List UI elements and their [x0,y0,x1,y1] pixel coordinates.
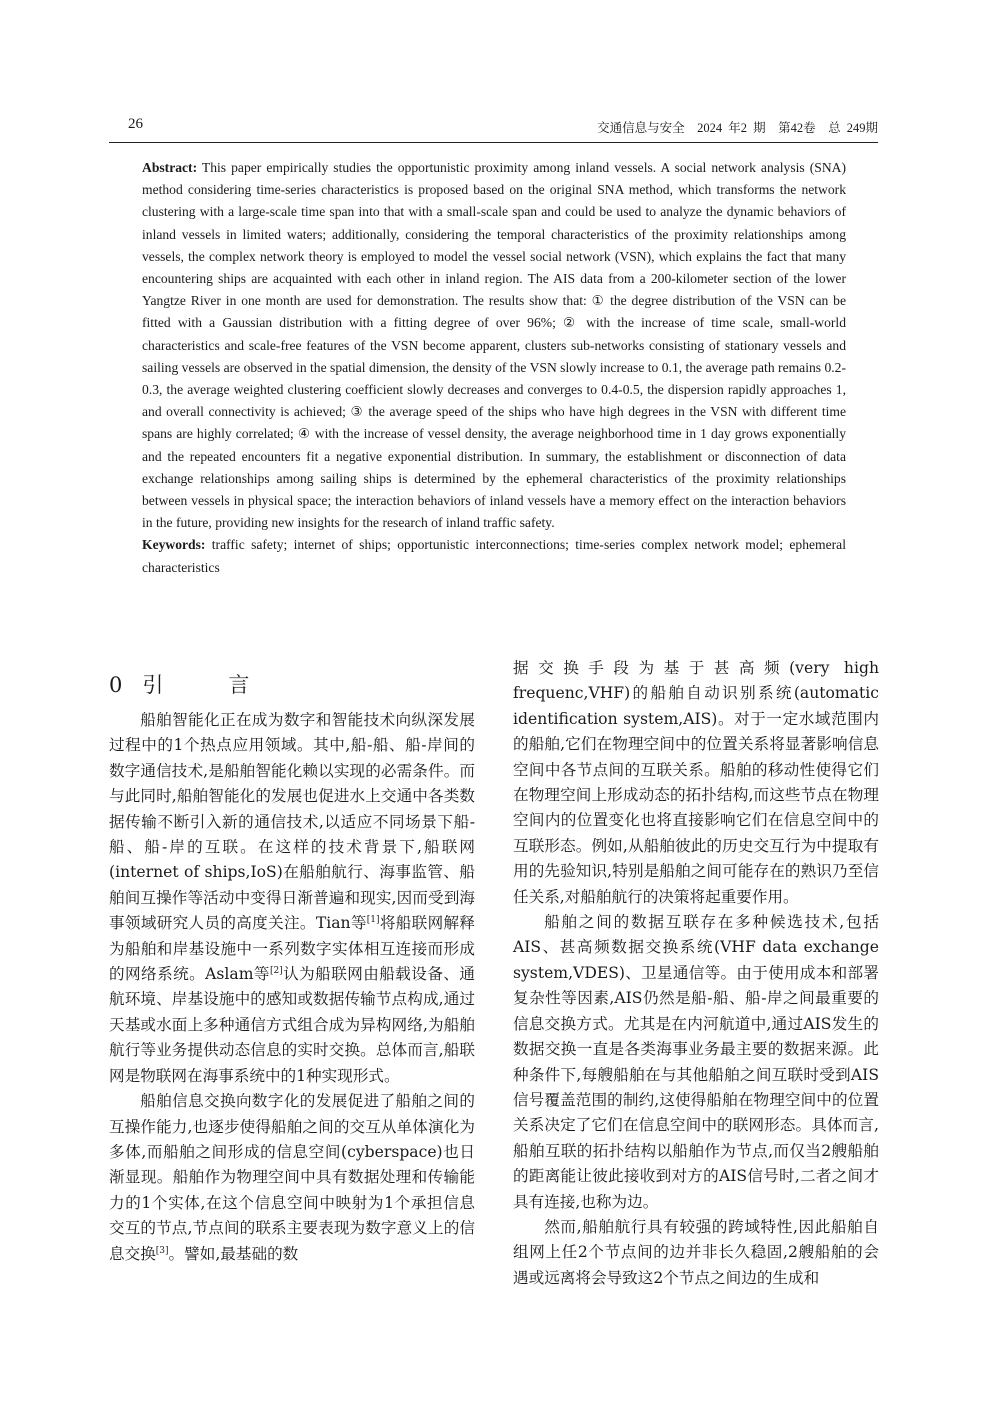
running-header [109,114,878,143]
body-paragraph: 据交换手段为基于甚高频(very high frequenc,VHF)的船舶自动识别系统(automatic identification system,AIS)。对于一定水域范围内的船舶,它们在物理空间中的位置关系将显著影响信息空间中各节点间的互联关系。船舶的移动性使得它们在物理空间上形成动态的拓扑结构,而这些节点在物理空间内的位置变化也将直接影响它们在信息空间中的互联形态。例如,从船舶彼此的历史交互行为中提取有用的先验知识,特别是船舶之间可能存在的熟识乃至信任关系,对船舶航行的决策将起重要作用。 [513,659,879,906]
abstract-block [142,157,846,579]
section-number: 0 [109,673,125,697]
paragraph-text: 认为船联网由船载设备、通航环境、岸基设施中的感知或数据传输节点构成,通过天基或水面上多种通信方式组合成为异构网络,为船舶航行等业务提供动态信息的实时交换。总体而言,船联网是物联网在海事系统中的1种实现形式。 [109,965,475,1085]
keywords-text: traffic safety; internet of ships; opportunistic interconnections; time-series complex network model; ephemeral characteristics [142,537,846,575]
left-column [109,708,475,1267]
paragraph-text: 。譬如,最基础的数 [168,1244,299,1263]
abstract-label: Abstract: [142,160,198,175]
citation-ref: [1] [366,915,380,926]
paragraph-text: 船舶信息交换向数字化的发展促进了船舶之间的互操作能力,也逐步使得船舶之间的交互从单体演化为多体,而船舶之间形成的信息空间(cyberspace)也日渐显现。船舶作为物理空间中具有数据处理和传输能力的1个实体,在这个信息空间中映射为1个承担信息交互的节点,节点间的联系主要表现为数字意义上的信息交换 [109,1092,475,1263]
citation-ref: [2] [269,965,283,976]
keywords-label: Keywords: [142,537,206,553]
paragraph-text: 船舶智能化正在成为数字和智能技术向纵深发展过程中的1个热点应用领域。其中,船-船、船-岸间的数字通信技术,是船舶智能化赖以实现的必需条件。而与此同时,船舶智能化的发展也促进水上交通中各类数据传输不断引入新的通信技术,以适应不同场景下船-船、船-岸的互联。在这样的技术背景下,船联网(internet of ships,IoS)在船舶航行、海事监管、船舶间互操作等活动中变得日渐普遍和现实,因而受到海事领域研究人员的高度关注。Tian等 [109,711,475,933]
abstract-text: This paper empirically studies the opportunistic proximity among inland vessels. A social network analysis (SNA) method considering time-series characteristics is proposed based on the original SNA method, which transforms the network clustering with a large-scale time span into that with a small-scale span and could be used to analyze the dynamic behaviors of inland vessels in limited waters; additionally, considering the temporal characteristics of the proximity relationships among vessels, the complex network theory is employed to model the vessel social network (VSN), which explains the fact that many encountering ships are acquainted with each other in inland region. The AIS data from a 200-kilometer section of the lower Yangtze River in one month are used for demonstration. The results show that: ① the degree distribution of the VSN can be fitted with a Gaussian distribution with a fitting degree of over 96%; ② with the increase of time scale, small-world characteristics and scale-free features of the VSN become apparent, clusters sub-networks consisting of stationary vessels and sailing vessels are observed in the spatial dimension, the density of the VSN slowly increase to 0.1, the average path remains 0.2-0.3, the average weighted clustering coefficient slowly decreases and converges to 0.4-0.5, the dispersion rapidly approaches 1, and overall connectivity is achieved; ③ the average speed of the ships who have high degrees in the VSN with different time spans are highly correlated; ④ with the increase of vessel density, the average neighborhood time in 1 day grows exponentially and the repeated encounters fit a negative exponential distribution. In summary, the establishment or disconnection of data exchange relationships among sailing ships is determined by the ephemeral characteristics of the proximity relationships between vessels in physical space; the interaction behaviors of inland vessels have a memory effect on the interaction behaviors in the future, providing new insights for the research of inland traffic safety. [142,160,846,531]
section-heading [109,669,271,699]
body-paragraph [109,1089,475,1267]
page-number: 26 [128,116,143,132]
right-column [513,656,879,1291]
journal-info: 交通信息与安全 2024 年2 期 第42卷 总 249期 [597,121,878,135]
abstract-paragraph [142,157,846,534]
body-paragraph [109,708,475,1089]
body-paragraph: 然而,船舶航行具有较强的跨域特性,因此船舶自组网上任2个节点间的边并非长久稳固,2艘船舶的会遇或远离将会导致这2个节点之间边的生成和 [513,1217,879,1287]
body-paragraph: 船舶之间的数据互联存在多种候选技术,包括AIS、甚高频数据交换系统(VHF data exchange system,VDES)、卫星通信等。由于使用成本和部署复杂性等因素,AIS仍然是船-船、船-岸之间最重要的信息交换方式。尤其是在内河航道中,通过AIS发生的数据交换一直是各类海事业务最主要的数据来源。此种条件下,每艘船舶在与其他船舶之间互联时受到AIS信号覆盖范围的制约,这使得船舶在物理空间中的位置关系决定了它们在信息空间中的联网形态。具体而言,船舶互联的拓扑结构以船舶作为节点,而仅当2艘船舶的距离能让彼此接收到对方的AIS信号时,二者之间才具有连接,也称为边。 [513,913,879,1211]
keywords-paragraph [142,534,846,578]
citation-ref: [3] [155,1245,169,1256]
paragraph-text: 将船联网解释为船舶和岸基设施中一系列数字实体相互连接而形成的网络系统。Aslam等 [109,914,475,984]
section-title: 引 言 [142,673,272,697]
